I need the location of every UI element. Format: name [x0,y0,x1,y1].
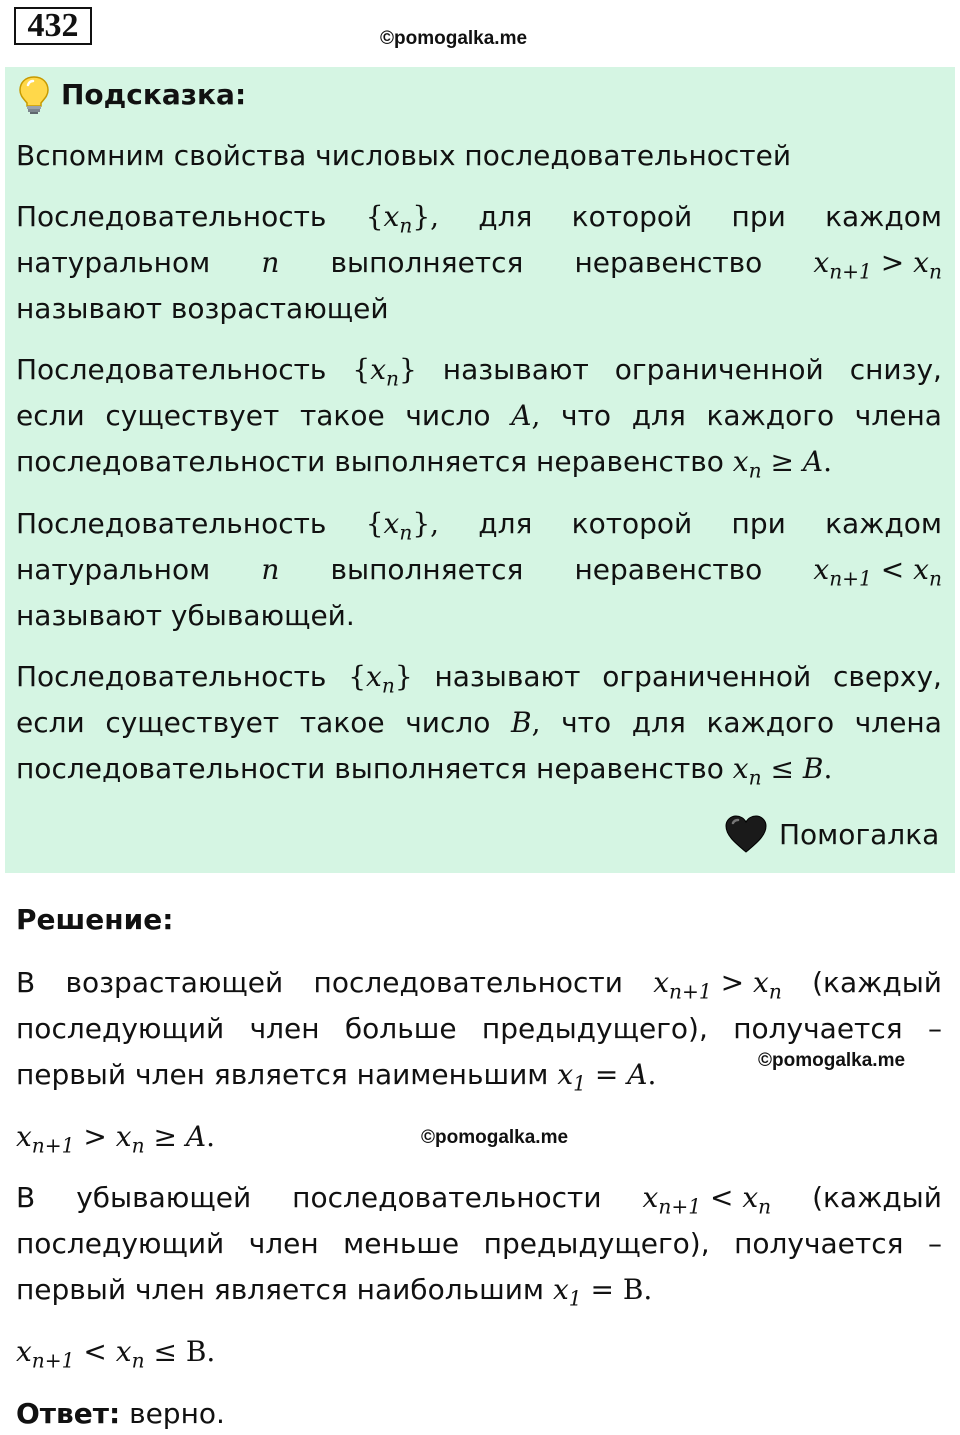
math-increasing: $x_{n+1} > x_n$ [813,246,942,284]
word: (каждый [812,1181,942,1214]
word: возрастающей [65,966,284,999]
solution-s2-line1 [16,1181,942,1219]
math-sequence: $\{x_n\}$ [352,353,417,391]
word: называют [442,353,589,386]
word: число [405,706,491,739]
word: которой [571,200,693,233]
word: последующий [16,1227,225,1260]
word: натуральном [16,553,211,586]
math-decreasing: $x_{n+1} < x_n$ [642,1181,772,1219]
word: получается [733,1012,903,1045]
word: что [561,399,612,432]
word: число [405,399,491,432]
word: называют [434,660,581,693]
word: Последовательность [16,353,327,386]
word: такое [299,706,385,739]
hint-intro: Вспомним свойства числовых последовательностей [16,139,792,172]
solution-s1-line2 [16,1014,942,1044]
word: (каждый [812,966,942,999]
solution-s1-line3: первый член является наименьшим $x_1 = A$. [16,1058,657,1096]
answer-label: Ответ: [16,1397,121,1430]
solution-title: Решение: [16,903,174,936]
solution-s1-line1 [16,966,942,1004]
hint-p1-line2 [16,246,942,284]
word: если [16,706,85,739]
lightbulb-icon [17,75,51,115]
math-a: A, [511,399,541,432]
word: при [731,507,786,540]
hint-p3-line3: называют убывающей. [16,599,355,632]
watermark: ©pomogalka.me [380,28,528,49]
word: натуральном [16,246,211,279]
brand-label: Помогалка [779,818,940,851]
hint-p4-line1 [16,660,942,698]
hint-p3-line1 [16,507,942,545]
hint-p1-line1 [16,200,942,238]
word: для [631,706,686,739]
math-n: n [261,553,280,586]
word: такое [299,399,385,432]
word: предыдущего), [483,1227,710,1260]
word: сверху, [833,660,942,693]
answer-value: верно. [129,1397,225,1430]
word: существует [105,399,280,432]
word: каждого [706,706,835,739]
problem-number: 432 [14,7,92,45]
word: которой [571,507,693,540]
math-increasing: $x_{n+1} > x_n$ [653,966,782,1004]
math-b: B, [511,706,541,739]
word: член [249,1012,320,1045]
word: снизу, [849,353,942,386]
solution-s2-line3: первый член является наибольшим $x_1 = B$. [16,1273,653,1311]
word: каждом [825,507,942,540]
solution-formula-1: $x_{n+1} > x_n \ge A$. [16,1120,215,1158]
word: убывающей [76,1181,252,1214]
word: последовательности [292,1181,602,1214]
watermark: ©pomogalka.me [758,1050,906,1071]
word: каждого [706,399,835,432]
math-sequence: $\{x_n\}$ [348,660,413,698]
hint-p3-line2 [16,553,942,591]
word: члена [854,399,942,432]
hint-p1-line3: называют возрастающей [16,292,389,325]
hint-p2-line1 [16,353,942,391]
word: – [927,1012,942,1045]
word: для [478,200,533,233]
word: при [731,200,786,233]
word: ограниченной [614,353,824,386]
word: для [478,507,533,540]
watermark: ©pomogalka.me [421,1127,569,1148]
math-sequence: $\{x_n\}$, [365,200,440,238]
solution-formula-2: $x_{n+1} < x_n \le B$. [16,1335,216,1373]
word: – [927,1227,942,1260]
word: Последовательность [16,200,327,233]
word: Последовательность [16,507,327,540]
math-decreasing: $x_{n+1} < x_n$ [813,553,942,591]
word: Последовательность [16,660,327,693]
solution-s2-line2 [16,1229,942,1259]
word: В [16,1181,36,1214]
word: существует [105,706,280,739]
word: предыдущего), [481,1012,708,1045]
math-sequence: $\{x_n\}$, [365,507,440,545]
word: для [631,399,686,432]
word: члена [854,706,942,739]
answer-line [16,1399,225,1429]
hint-p2-line2 [16,401,942,431]
word: каждом [825,200,942,233]
word: В [16,966,36,999]
word: последовательности [313,966,623,999]
hint-p4-line3: последовательности выполняется неравенство $x_n \le B$. [16,752,833,790]
word: если [16,399,85,432]
word: получается [734,1227,904,1260]
word: что [561,706,612,739]
word: неравенство [574,553,763,586]
hint-title: Подсказка: [61,78,247,111]
word: выполняется [330,246,524,279]
word: выполняется [330,553,524,586]
hint-p4-line2 [16,708,942,738]
word: ограниченной [602,660,812,693]
word: последующий [16,1012,225,1045]
heart-icon [724,814,768,854]
math-n: n [261,246,280,279]
word: больше [344,1012,457,1045]
word: неравенство [574,246,763,279]
word: член [248,1227,319,1260]
hint-p2-line3: последовательности выполняется неравенство $x_n \ge A$. [16,445,832,483]
word: меньше [343,1227,460,1260]
